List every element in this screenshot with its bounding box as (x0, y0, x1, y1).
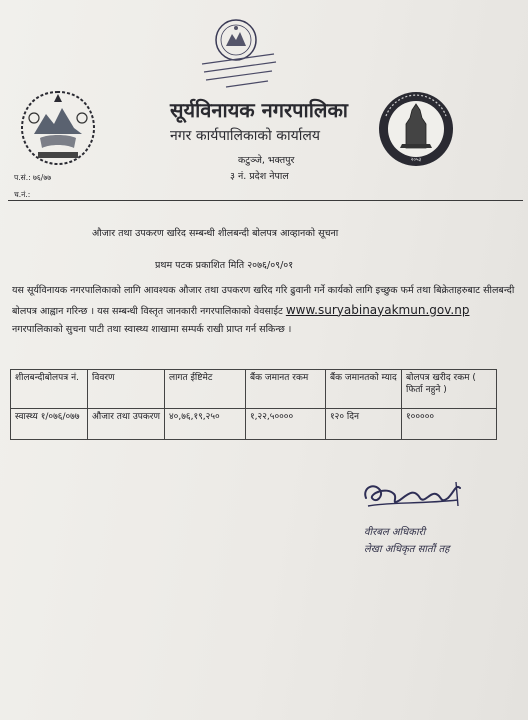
office-seal-text (0, 0, 34, 1)
dispatch-number: च.नं.: (14, 190, 31, 199)
table-cell: १,२२,५०००० (246, 409, 326, 440)
table-header-cell: बोलपत्र खरीद रकम ( फिर्ता नहुने ) (402, 370, 497, 409)
municipality-logo-icon (374, 90, 458, 168)
signatory-role: लेखा अधिकृत सातौं तह (364, 544, 450, 555)
address-line-1: कटुञ्जे, भक्तपुर (238, 155, 295, 166)
emblem-year: २०५३ (410, 157, 422, 163)
table-cell: १००००० (402, 409, 497, 440)
signature-mark (360, 476, 470, 524)
table-cell: औजार तथा उपकरण (88, 409, 165, 440)
table-header-cell: लागत ईष्टिमेट (165, 370, 246, 409)
table-cell: १२० दिन (326, 409, 402, 440)
table-header-cell: शीलबन्दीबोलपत्र नं. (11, 370, 88, 409)
office-name: नगर कार्यपालिकाको कार्यालय (170, 128, 320, 144)
table-row (11, 409, 497, 440)
table-header-cell: बैंक जमानत रकम (246, 370, 326, 409)
publication-date: प्रथम पटक प्रकाशित मिति २०७६/०९/०१ (155, 260, 294, 271)
notice-body-part-2: नगरपालिकाको सुचना पाटी तथा स्वास्थ्य शाखामा सम्पर्क राखी प्राप्त गर्न सकिन्छ । (12, 324, 292, 335)
notice-heading: औजार तथा उपकरण खरिद सम्बन्धी शीलबन्दी बोलपत्र आव्हानको सूचना (92, 228, 339, 239)
notice-body-part-1: यस सूर्यविनायक नगरपालिकाको लागि आवश्यक औजार तथा उपकरण खरिद गरि ढुवानी गर्ने कार्यको लागि इच्छुक फर्म तथा बिक्रेताहरुबाट सीलबन्दी बोलपत्र आह्वान गरिन्छ । यस सम्बन्धी विस्तृत जानकारी नगरपालिकाको वेवसाईट (12, 285, 515, 317)
bid-table (10, 369, 497, 440)
signatory-name: वीरबल अधिकारी (364, 527, 426, 538)
header-divider (8, 200, 523, 201)
table-header-cell: बैंक जमानतको म्याद (326, 370, 402, 409)
table-header-cell: विवरण (88, 370, 165, 409)
table-cell: स्वास्थ्य १/०७६/०७७ (11, 409, 88, 440)
table-header-row (11, 370, 497, 409)
table-cell: ४०,७६,१९,२५० (165, 409, 246, 440)
address-line-2: ३ नं. प्रदेश नेपाल (230, 171, 289, 182)
municipality-name: सूर्यविनायक नगरपालिका (170, 98, 348, 122)
office-seal-stamp (196, 14, 280, 90)
nepal-emblem-icon (14, 88, 102, 170)
letter-number: प.सं.: ७६/७७ (14, 173, 52, 182)
website-link[interactable]: www.suryabinayakmun.gov.np (285, 302, 470, 317)
notice-body (12, 282, 517, 340)
